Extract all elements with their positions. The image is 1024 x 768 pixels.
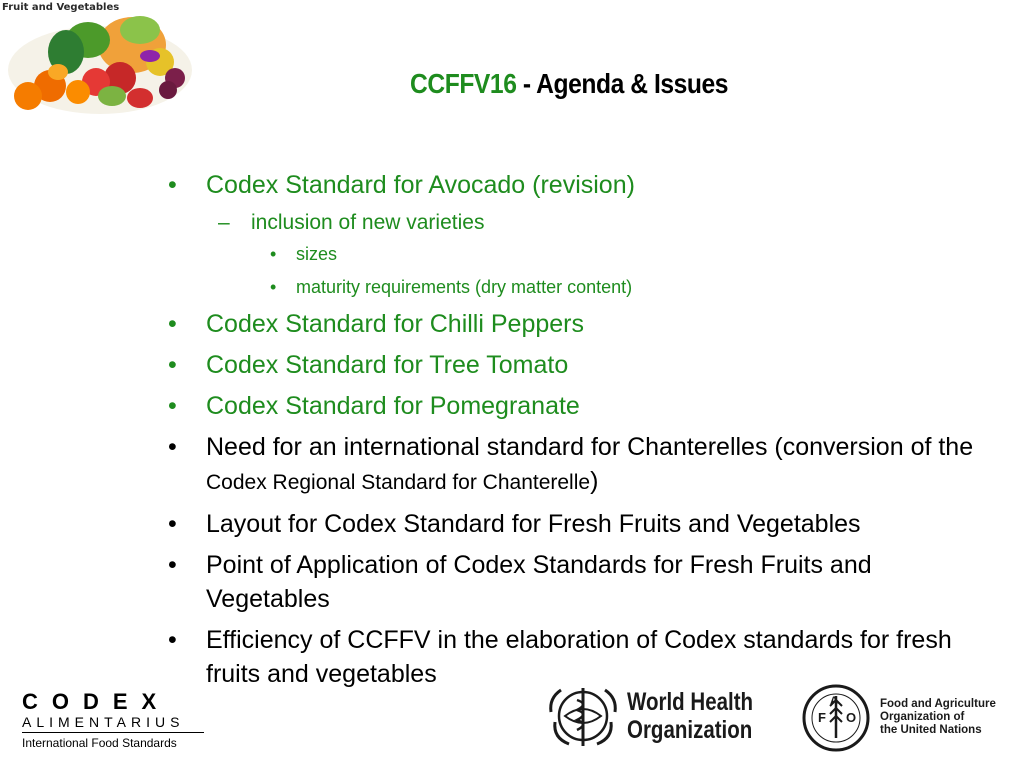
agenda-item-tail: ) <box>590 467 599 495</box>
codex-tagline: International Food Standards <box>22 736 177 750</box>
bullet-marker: • <box>168 510 177 538</box>
agenda-subitem <box>166 209 986 237</box>
agenda-item-text: Codex Standard for Chilli Peppers <box>206 310 584 338</box>
fao-logo-letter-a: A <box>830 695 838 707</box>
title-rest: - Agenda & Issues <box>516 68 729 99</box>
bullet-marker: • <box>168 310 177 338</box>
title-code: CCFFV16 <box>410 68 517 99</box>
agenda-subsubitem <box>166 274 986 300</box>
agenda-item <box>166 348 986 382</box>
agenda-subitem-text: inclusion of new varieties <box>251 211 485 234</box>
bullet-marker: • <box>270 244 277 264</box>
dash-marker: – <box>218 211 230 234</box>
agenda-item <box>166 507 986 541</box>
logo-caption: Fruit and Vegetables <box>2 2 120 13</box>
page-title <box>410 68 728 100</box>
agenda-item-text: Codex Standard for Avocado (revision) <box>206 171 635 199</box>
bullet-marker: • <box>168 351 177 379</box>
fruit-vegetable-basket-image <box>0 0 200 118</box>
fao-logo-letter-f: F <box>818 710 826 725</box>
codex-subtitle: ALIMENTARIUS <box>22 714 204 733</box>
codex-word: CODEX <box>22 689 171 714</box>
agenda-item <box>166 430 986 500</box>
agenda-item <box>166 389 986 423</box>
agenda-item <box>166 623 986 691</box>
fao-emblem-icon <box>800 682 876 754</box>
agenda-item-text: Layout for Codex Standard for Fresh Fruits and Vegetables <box>206 510 861 538</box>
agenda-item <box>166 307 986 341</box>
bullet-marker: • <box>168 551 177 579</box>
codex-logo <box>22 690 204 750</box>
agenda-item-text: Point of Application of Codex Standards for Fresh Fruits and Vegetables <box>206 551 872 613</box>
agenda-subsubitem-text: sizes <box>296 244 338 264</box>
agenda-item <box>166 548 986 616</box>
who-line-1: World Health <box>627 688 754 716</box>
agenda-item-small-text: Codex Regional Standard for Chanterelle <box>206 471 591 494</box>
agenda-item-text: Codex Standard for Pomegranate <box>206 392 580 420</box>
fao-logo <box>800 682 1024 754</box>
who-emblem-icon <box>545 682 621 752</box>
who-name <box>627 688 753 744</box>
who-line-2: Organization <box>627 716 753 744</box>
fao-line-2: Organization of <box>880 711 965 723</box>
fao-line-1: Food and Agriculture <box>880 698 996 710</box>
agenda-item-text: Codex Standard for Tree Tomato <box>206 351 569 379</box>
fruit-vegetables-logo <box>0 0 200 118</box>
fao-line-3: the United Nations <box>880 724 982 736</box>
agenda-list <box>166 168 986 698</box>
bullet-marker: • <box>168 392 177 420</box>
agenda-item <box>166 168 986 202</box>
bullet-marker: • <box>270 277 277 297</box>
agenda-item-text: Efficiency of CCFFV in the elaboration of Codex standards for fresh fruits and vegetables <box>206 626 952 688</box>
agenda-subsubitem <box>166 241 986 267</box>
fao-name <box>880 698 996 737</box>
agenda-subsubitem-text: maturity requirements (dry matter content) <box>296 277 633 297</box>
bullet-marker: • <box>168 433 177 461</box>
agenda-item-text: Need for an international standard for Chanterelles (conversion of the <box>206 433 974 461</box>
bullet-marker: • <box>168 626 177 654</box>
who-logo <box>545 682 775 752</box>
fao-logo-letter-o: O <box>846 710 857 725</box>
bullet-marker: • <box>168 171 177 199</box>
